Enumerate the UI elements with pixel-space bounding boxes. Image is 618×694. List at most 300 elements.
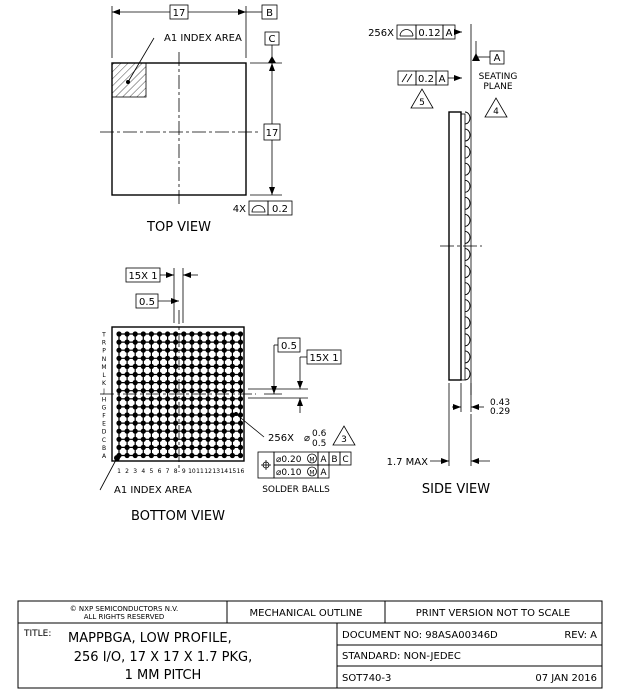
tol-2-datum-a: A	[320, 468, 327, 478]
col-label: 13	[212, 468, 221, 475]
solder-ball	[222, 356, 227, 361]
bottom-pitch-offset: 0.5	[139, 297, 155, 308]
solder-ball	[206, 380, 211, 385]
solder-ball	[133, 396, 138, 401]
solder-ball	[165, 396, 170, 401]
solder-ball	[125, 445, 130, 450]
solder-ball	[189, 356, 194, 361]
solder-ball	[181, 421, 186, 426]
solder-ball	[189, 396, 194, 401]
solder-ball	[116, 364, 121, 369]
solder-ball	[165, 429, 170, 434]
solder-ball	[197, 372, 202, 377]
solder-ball	[197, 453, 202, 458]
solder-ball	[165, 437, 170, 442]
solder-ball	[189, 421, 194, 426]
solder-ball	[214, 429, 219, 434]
row-label: P	[102, 347, 106, 355]
solder-ball	[230, 421, 235, 426]
col-label: 12	[204, 468, 212, 475]
title-block	[18, 601, 602, 688]
solder-ball	[125, 348, 130, 353]
solder-ball	[230, 372, 235, 377]
solder-ball	[230, 364, 235, 369]
side-solder-ball	[465, 180, 470, 192]
solder-ball	[125, 404, 130, 409]
side-solder-ball	[465, 334, 470, 346]
solder-ball	[165, 331, 170, 336]
solder-ball	[149, 331, 154, 336]
solder-ball	[189, 412, 194, 417]
solder-ball	[125, 421, 130, 426]
solder-ball	[157, 356, 162, 361]
ball-height-min: 0.29	[490, 407, 511, 417]
side-solder-ball	[465, 351, 470, 363]
tol-2-value: ⌀0.10	[276, 468, 302, 478]
solder-ball	[141, 437, 146, 442]
solder-ball	[141, 453, 146, 458]
side-solder-ball	[465, 231, 470, 243]
solder-ball	[165, 380, 170, 385]
solder-ball	[116, 445, 121, 450]
solder-ball	[181, 364, 186, 369]
solder-ball	[149, 429, 154, 434]
solder-ball	[238, 340, 243, 345]
profile-value: 0.12	[418, 28, 441, 39]
solder-ball	[141, 331, 146, 336]
solder-ball	[222, 348, 227, 353]
row-label: T	[102, 331, 106, 339]
solder-ball	[189, 372, 194, 377]
solder-ball	[165, 348, 170, 353]
solder-ball	[125, 331, 130, 336]
solder-ball	[157, 453, 162, 458]
solder-ball	[197, 421, 202, 426]
solder-ball	[173, 404, 178, 409]
ball-height-max: 0.43	[490, 398, 511, 408]
solder-ball	[214, 356, 219, 361]
solder-ball	[116, 429, 121, 434]
flatness-symbol-icon	[252, 206, 265, 212]
solder-ball	[181, 348, 186, 353]
solder-ball	[173, 453, 178, 458]
mechanical-outline-label: MECHANICAL OUTLINE	[249, 608, 363, 619]
solder-ball	[157, 412, 162, 417]
solder-ball	[165, 364, 170, 369]
note-4: 4	[493, 107, 499, 117]
side-solder-ball	[465, 129, 470, 141]
solder-ball	[230, 331, 235, 336]
solder-ball	[173, 372, 178, 377]
side-solder-ball	[465, 214, 470, 226]
solder-ball	[230, 348, 235, 353]
solder-ball	[189, 380, 194, 385]
row-label: A	[101, 453, 107, 460]
solder-ball	[206, 421, 211, 426]
solder-ball	[197, 396, 202, 401]
solder-ball	[149, 453, 154, 458]
solder-ball	[230, 445, 235, 450]
datum-b-label: B	[266, 8, 273, 19]
top-view-caption: TOP VIEW	[147, 220, 211, 235]
row-label: D	[101, 428, 107, 436]
solder-ball	[238, 421, 243, 426]
profile-count: 256X	[368, 28, 394, 39]
solder-ball	[238, 372, 243, 377]
solder-ball	[181, 380, 186, 385]
solder-ball	[141, 412, 146, 417]
side-solder-ball	[465, 163, 470, 175]
solder-ball	[125, 453, 130, 458]
title-line3: 1 MM PITCH	[124, 668, 202, 683]
solder-ball	[149, 421, 154, 426]
solder-ball	[222, 453, 227, 458]
sot-code: SOT740-3	[342, 673, 392, 684]
solder-ball	[238, 453, 243, 458]
ball-dia-prefix: ⌀	[304, 433, 311, 444]
solder-ball	[197, 356, 202, 361]
col-label: 1	[117, 468, 121, 475]
solder-ball	[173, 437, 178, 442]
solder-ball	[189, 388, 194, 393]
solder-ball	[133, 348, 138, 353]
solder-ball	[125, 396, 130, 401]
solder-ball	[197, 380, 202, 385]
solder-ball	[222, 437, 227, 442]
solder-ball	[181, 331, 186, 336]
solder-ball	[238, 380, 243, 385]
solder-ball	[125, 356, 130, 361]
title-line1: MAPPBGA, LOW PROFILE,	[68, 631, 232, 646]
solder-ball	[238, 364, 243, 369]
solder-ball	[230, 396, 235, 401]
solder-balls-label: SOLDER BALLS	[262, 485, 330, 495]
solder-ball	[165, 388, 170, 393]
solder-ball	[116, 356, 121, 361]
solder-ball	[222, 396, 227, 401]
solder-ball	[149, 356, 154, 361]
solder-ball	[173, 340, 178, 345]
solder-ball	[165, 356, 170, 361]
solder-ball	[214, 372, 219, 377]
solder-ball	[141, 372, 146, 377]
solder-ball	[141, 445, 146, 450]
solder-ball	[133, 421, 138, 426]
solder-ball	[141, 421, 146, 426]
solder-ball	[157, 445, 162, 450]
print-version-label: PRINT VERSION NOT TO SCALE	[415, 608, 571, 619]
copyright-line2: ALL RIGHTS RESERVED	[83, 613, 165, 621]
solder-ball	[149, 340, 154, 345]
tol-1-value: ⌀0.20	[276, 455, 302, 465]
solder-ball	[214, 396, 219, 401]
solder-ball	[214, 348, 219, 353]
solder-ball	[157, 429, 162, 434]
solder-ball	[214, 340, 219, 345]
side-view-caption: SIDE VIEW	[421, 482, 491, 497]
solder-ball	[173, 388, 178, 393]
solder-ball	[181, 453, 186, 458]
parallel-datum: A	[438, 74, 446, 85]
seating-plane-line1: SEATING	[478, 72, 518, 82]
row-label: G	[101, 404, 107, 412]
solder-ball	[214, 453, 219, 458]
solder-ball	[125, 429, 130, 434]
solder-ball	[141, 429, 146, 434]
solder-ball	[197, 429, 202, 434]
solder-ball	[189, 331, 194, 336]
solder-ball	[238, 396, 243, 401]
solder-ball	[230, 356, 235, 361]
revision: REV: A	[564, 630, 597, 641]
solder-ball	[165, 453, 170, 458]
solder-ball	[181, 437, 186, 442]
solder-ball	[222, 421, 227, 426]
title-line2: 256 I/O, 17 X 17 X 1.7 PKG,	[73, 650, 253, 665]
row-label: E	[102, 420, 106, 428]
solder-ball	[206, 429, 211, 434]
row-label: R	[101, 339, 107, 347]
solder-ball	[116, 388, 121, 393]
profile-datum: A	[445, 28, 453, 39]
solder-ball	[181, 340, 186, 345]
side-solder-ball	[465, 266, 470, 278]
col-label: 2	[125, 468, 130, 475]
ball-count: 256X	[268, 433, 294, 444]
solder-ball	[149, 388, 154, 393]
parallel-value: 0.2	[418, 74, 434, 85]
solder-ball	[116, 372, 121, 377]
row-label: F	[102, 412, 106, 420]
col-label: 15	[228, 468, 237, 475]
solder-ball	[222, 445, 227, 450]
solder-ball	[197, 340, 202, 345]
solder-ball	[214, 331, 219, 336]
solder-ball	[141, 404, 146, 409]
solder-ball	[206, 404, 211, 409]
solder-ball	[230, 404, 235, 409]
solder-ball	[230, 388, 235, 393]
solder-ball	[230, 453, 235, 458]
solder-ball	[230, 380, 235, 385]
solder-ball	[149, 396, 154, 401]
solder-ball	[125, 380, 130, 385]
solder-ball	[116, 437, 121, 442]
title-label: TITLE:	[24, 629, 52, 639]
note-5: 5	[419, 98, 425, 108]
solder-ball	[222, 340, 227, 345]
solder-ball	[238, 412, 243, 417]
solder-ball	[173, 364, 178, 369]
solder-ball	[238, 404, 243, 409]
side-solder-ball	[465, 249, 470, 261]
side-view	[368, 24, 517, 497]
tol-1-datum-a: A	[320, 455, 327, 465]
side-solder-ball	[465, 300, 470, 312]
solder-ball	[222, 412, 227, 417]
solder-ball	[133, 340, 138, 345]
solder-ball	[157, 421, 162, 426]
solder-ball	[165, 412, 170, 417]
side-solder-ball	[465, 283, 470, 295]
ball-note-3: 3	[341, 435, 347, 445]
solder-ball	[214, 437, 219, 442]
side-solder-ball	[465, 146, 470, 158]
solder-ball	[181, 356, 186, 361]
solder-ball	[189, 364, 194, 369]
solder-ball	[189, 429, 194, 434]
solder-ball	[197, 412, 202, 417]
col-label: 3	[133, 468, 138, 475]
col-label: 14	[220, 468, 229, 475]
solder-ball	[206, 453, 211, 458]
solder-ball	[181, 396, 186, 401]
solder-ball	[133, 404, 138, 409]
solder-ball	[133, 445, 138, 450]
solder-ball	[173, 396, 178, 401]
col-label: 8	[173, 468, 178, 475]
solder-ball	[189, 348, 194, 353]
solder-ball	[116, 331, 121, 336]
bottom-view	[100, 268, 355, 524]
solder-ball	[189, 340, 194, 345]
side-pitch-count: 15X 1	[309, 353, 339, 364]
bottom-pitch-count: 15X 1	[128, 271, 158, 282]
solder-ball	[157, 388, 162, 393]
solder-ball	[206, 412, 211, 417]
solder-ball	[214, 388, 219, 393]
solder-ball	[214, 380, 219, 385]
solder-ball	[197, 331, 202, 336]
solder-ball	[238, 437, 243, 442]
ball-dia-max: 0.6	[312, 429, 327, 439]
solder-ball	[157, 404, 162, 409]
solder-ball	[133, 453, 138, 458]
solder-ball	[125, 372, 130, 377]
solder-ball	[133, 380, 138, 385]
tol-1-modifier: M	[309, 456, 315, 464]
datum-a-label: A	[493, 53, 501, 64]
side-pitch-offset: 0.5	[281, 341, 297, 352]
solder-ball	[197, 445, 202, 450]
solder-ball	[238, 445, 243, 450]
solder-ball	[141, 356, 146, 361]
solder-ball	[116, 421, 121, 426]
side-solder-ball	[465, 317, 470, 329]
solder-ball	[173, 445, 178, 450]
solder-ball	[206, 445, 211, 450]
solder-ball	[214, 421, 219, 426]
solder-ball	[141, 380, 146, 385]
max-height-label: 1.7 MAX	[386, 457, 428, 468]
tol-1-datum-b: B	[331, 455, 338, 465]
side-solder-ball	[465, 197, 470, 209]
solder-ball	[133, 356, 138, 361]
solder-ball	[189, 445, 194, 450]
side-solder-ball	[465, 368, 470, 380]
row-label: L	[102, 372, 106, 379]
solder-ball	[116, 412, 121, 417]
solder-ball	[173, 380, 178, 385]
date: 07 JAN 2016	[535, 673, 597, 684]
solder-ball	[181, 372, 186, 377]
solder-ball	[222, 429, 227, 434]
solder-ball	[157, 372, 162, 377]
col-label: 6	[157, 468, 162, 475]
col-label: 9	[181, 468, 186, 475]
ball-grid	[116, 331, 243, 458]
solder-ball	[206, 364, 211, 369]
solder-ball	[165, 421, 170, 426]
row-labels	[101, 332, 107, 461]
row-label: J	[103, 388, 105, 396]
solder-ball	[173, 356, 178, 361]
solder-ball	[165, 372, 170, 377]
seating-plane-line2: PLANE	[483, 82, 513, 92]
solder-ball	[206, 437, 211, 442]
parallel-symbol-icon	[402, 74, 407, 82]
solder-ball	[197, 348, 202, 353]
copyright-line1: © NXP SEMICONDUCTORS N.V.	[69, 605, 179, 613]
row-label: B	[101, 444, 107, 452]
solder-ball	[222, 331, 227, 336]
solder-ball	[214, 364, 219, 369]
solder-ball	[116, 348, 121, 353]
solder-ball	[133, 412, 138, 417]
solder-ball	[222, 372, 227, 377]
solder-ball	[133, 388, 138, 393]
solder-ball	[141, 388, 146, 393]
solder-ball	[230, 437, 235, 442]
solder-ball	[125, 340, 130, 345]
bottom-view-caption: BOTTOM VIEW	[131, 509, 225, 524]
top-view-width-dim: 17	[172, 8, 186, 19]
top-view-height-dim: 17	[265, 128, 279, 139]
row-label: M	[101, 363, 107, 371]
solder-ball	[116, 340, 121, 345]
flatness-value: 0.2	[272, 204, 288, 215]
solder-ball	[116, 396, 121, 401]
solder-ball	[173, 421, 178, 426]
solder-ball	[149, 372, 154, 377]
flatness-count: 4X	[232, 204, 246, 215]
tol-1-datum-c: C	[342, 455, 349, 465]
solder-ball	[149, 437, 154, 442]
solder-ball	[238, 348, 243, 353]
solder-ball	[189, 453, 194, 458]
solder-ball	[133, 437, 138, 442]
col-label: 16	[236, 468, 245, 475]
solder-ball	[133, 429, 138, 434]
solder-ball	[141, 396, 146, 401]
col-label: 11	[196, 468, 204, 475]
top-view	[100, 5, 292, 235]
row-label: N	[101, 355, 107, 363]
solder-ball	[116, 380, 121, 385]
solder-ball	[157, 437, 162, 442]
solder-ball	[206, 396, 211, 401]
solder-ball	[116, 404, 121, 409]
solder-ball	[206, 372, 211, 377]
side-solder-ball	[465, 112, 470, 124]
solder-ball	[189, 437, 194, 442]
solder-ball	[165, 404, 170, 409]
bottom-a1-index-label: A1 INDEX AREA	[114, 485, 192, 496]
solder-ball	[125, 388, 130, 393]
standard: STANDARD: NON-JEDEC	[342, 651, 461, 662]
col-label: 5	[149, 468, 154, 475]
col-labels	[117, 468, 244, 475]
